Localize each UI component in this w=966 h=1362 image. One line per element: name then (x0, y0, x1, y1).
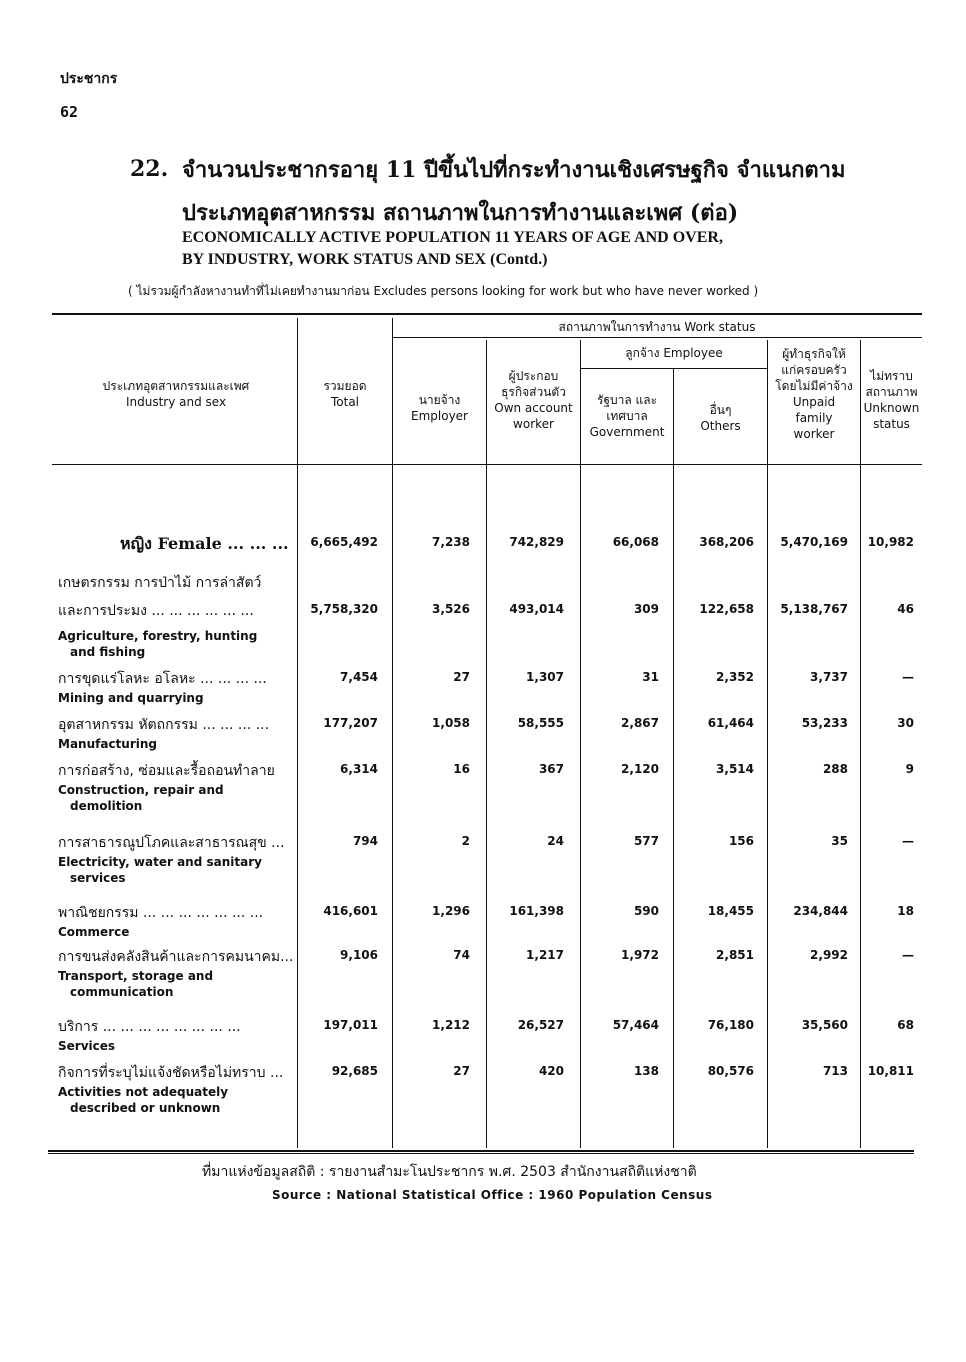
female-total: 6,665,492 (310, 535, 378, 549)
cell-own-account: 1,217 (526, 948, 564, 962)
cell-employer: 16 (453, 762, 470, 776)
row-label-thai: การก่อสร้าง, ซ่อมและรื้อถอนทำลาย (58, 763, 275, 779)
row-label-english: Commerce (58, 925, 130, 939)
female-employer: 7,238 (432, 535, 470, 549)
female-government: 66,068 (612, 535, 659, 549)
col-header-unpaid-family (768, 346, 860, 442)
row-label-thai: การขุดแร่โลหะ อโลหะ ... ... ... ... (58, 671, 267, 687)
row-label-english: Electricity, water and sanitary (58, 855, 262, 869)
col-header-unpaid-en2: family (795, 411, 833, 425)
col-divider-3 (486, 340, 487, 1148)
row-label-english: Transport, storage and (58, 969, 214, 983)
cell-own-account: 493,014 (509, 602, 564, 616)
cell-unknown: 10,811 (867, 1064, 914, 1078)
cell-government: 590 (633, 904, 659, 918)
row-label-english: Agriculture, forestry, hunting (58, 629, 258, 643)
row-label-english: described or unknown (70, 1101, 221, 1115)
col-header-gov-th2: เทศบาล (606, 409, 648, 423)
cell-total: 7,454 (340, 670, 378, 684)
title-english-line2: BY INDUSTRY, WORK STATUS AND SEX (Contd.) (182, 251, 548, 268)
cell-own-account: 420 (538, 1064, 564, 1078)
col-divider-5 (673, 369, 674, 1148)
cell-own-account: 1,307 (526, 670, 564, 684)
cell-unknown: 46 (897, 602, 914, 616)
col-header-unknown-status (861, 368, 922, 432)
col-header-unpaid-th2: แก่ครอบครัว (781, 363, 847, 377)
col-header-own-en1: Own account (494, 401, 573, 415)
row-label-english: Manufacturing (58, 737, 157, 751)
cell-unknown: 30 (897, 716, 914, 730)
cell-total: 416,601 (323, 904, 378, 918)
cell-employer: 1,212 (432, 1018, 470, 1032)
row-label-thai: บริการ ... ... ... ... ... ... ... ... (58, 1019, 241, 1035)
col-header-unknown-th1: ไม่ทราบ (870, 369, 913, 383)
cell-unknown: — (902, 670, 914, 684)
cell-government: 57,464 (612, 1018, 659, 1032)
female-label: หญิง Female ... ... ... (120, 534, 289, 553)
col-header-industry-en: Industry and sex (125, 395, 227, 409)
cell-others: 122,658 (699, 602, 754, 616)
running-header-topic: ประชากร (60, 71, 118, 87)
female-unpaid: 5,470,169 (780, 535, 848, 549)
cell-own-account: 161,398 (509, 904, 564, 918)
col-header-gov-th1: รัฐบาล และ (596, 393, 658, 407)
row-label-english: services (70, 871, 126, 885)
cell-total: 6,314 (340, 762, 378, 776)
cell-government: 309 (633, 602, 659, 616)
cell-government: 31 (642, 670, 659, 684)
col-divider-7 (860, 340, 861, 1148)
cell-others: 80,576 (707, 1064, 754, 1078)
cell-unpaid: 5,138,767 (780, 602, 848, 616)
cell-others: 76,180 (707, 1018, 754, 1032)
col-divider-4 (580, 340, 581, 1148)
cell-others: 18,455 (707, 904, 754, 918)
cell-employer: 27 (453, 670, 470, 684)
col-header-industry (60, 378, 292, 410)
cell-unpaid: 35,560 (801, 1018, 848, 1032)
work-status-underline (392, 337, 922, 338)
row-label-english: Construction, repair and (58, 783, 224, 797)
employee-underline (580, 368, 768, 369)
cell-employer: 27 (453, 1064, 470, 1078)
col-divider-2 (392, 318, 393, 1148)
cell-unknown: 68 (897, 1018, 914, 1032)
row-label-thai: พาณิชยกรรม ... ... ... ... ... ... ... (58, 905, 264, 921)
col-header-others (674, 402, 767, 434)
row-label-thai: อุตสาหกรรม หัตถกรรม ... ... ... ... (58, 717, 270, 733)
cell-employer: 1,296 (432, 904, 470, 918)
cell-own-account: 58,555 (517, 716, 564, 730)
col-header-industry-th: ประเภทอุตสาหกรรมและเพศ (102, 379, 250, 393)
cell-others: 2,851 (716, 948, 754, 962)
cell-government: 577 (633, 834, 659, 848)
cell-own-account: 367 (538, 762, 564, 776)
cell-government: 138 (633, 1064, 659, 1078)
col-header-total-en: Total (330, 395, 360, 409)
col-header-government (581, 392, 673, 440)
cell-employer: 2 (461, 834, 470, 848)
female-others: 368,206 (699, 535, 754, 549)
page-number: 62 (60, 103, 79, 121)
table-top-rule (52, 313, 922, 315)
source-rule (48, 1153, 914, 1154)
row-label-english: communication (70, 985, 174, 999)
cell-total: 794 (352, 834, 378, 848)
col-header-employer-en: Employer (411, 409, 468, 423)
cell-unpaid: 288 (822, 762, 848, 776)
col-header-employee: ลูกจ้าง Employee (625, 346, 723, 360)
cell-unpaid: 2,992 (810, 948, 848, 962)
row-label-english: Mining and quarrying (58, 691, 204, 705)
cell-unpaid: 53,233 (801, 716, 848, 730)
cell-employer: 1,058 (432, 716, 470, 730)
col-header-own-th2: ธุรกิจส่วนตัว (501, 385, 566, 399)
source-thai: ที่มาแห่งข้อมูลสถิติ : รายงานสำมะโนประชากร พ.ศ. 2503 สำนักงานสถิติแห่งชาติ (202, 1164, 697, 1180)
cell-unknown: — (902, 834, 914, 848)
row-label-english: and fishing (70, 645, 146, 659)
col-header-own-account (487, 368, 580, 432)
cell-total: 5,758,320 (310, 602, 378, 616)
row-label-thai: การขนส่งคลังสินค้าและการคมนาคม... (58, 949, 294, 965)
table-note: ( ไม่รวมผู้กำลังหางานทำที่ไม่เคยทำงานมาก่อน Excludes persons looking for work but who have never worked ) (128, 284, 759, 298)
female-own-account: 742,829 (509, 535, 564, 549)
cell-own-account: 24 (547, 834, 564, 848)
cell-government: 2,120 (621, 762, 659, 776)
col-header-unpaid-en1: Unpaid (792, 395, 836, 409)
cell-others: 156 (728, 834, 754, 848)
cell-unknown: 18 (897, 904, 914, 918)
col-header-unpaid-th3: โดยไม่มีค่าจ้าง (775, 379, 853, 393)
col-header-employer-th: นายจ้าง (418, 393, 461, 407)
cell-unpaid: 713 (822, 1064, 848, 1078)
cell-employer: 3,526 (432, 602, 470, 616)
col-header-total-th: รวมยอด (323, 379, 367, 393)
cell-government: 2,867 (621, 716, 659, 730)
row-label-thai: เกษตรกรรม การป่าไม้ การล่าสัตว์ (58, 575, 262, 591)
col-divider-6 (767, 340, 768, 1148)
col-header-total (298, 378, 392, 410)
row-label-english: Activities not adequately (58, 1085, 229, 1099)
cell-others: 3,514 (716, 762, 754, 776)
cell-unpaid: 35 (831, 834, 848, 848)
cell-others: 61,464 (707, 716, 754, 730)
cell-total: 197,011 (323, 1018, 378, 1032)
title-thai-line2: ประเภทอุตสาหกรรม สถานภาพในการทำงานและเพศ (ต่อ) (182, 200, 739, 226)
header-bottom-rule (52, 464, 922, 465)
cell-employer: 74 (453, 948, 470, 962)
col-header-employer (393, 392, 486, 424)
table-number: 22. (130, 156, 169, 182)
cell-government: 1,972 (621, 948, 659, 962)
cell-total: 9,106 (340, 948, 378, 962)
col-header-unknown-en2: status (873, 417, 910, 431)
col-header-others-th: อื่นๆ (709, 403, 732, 417)
col-divider-1 (297, 318, 298, 1148)
row-label-thai-cont: และการประมง ... ... ... ... ... ... (58, 603, 254, 619)
col-header-unknown-en1: Unknown (863, 401, 920, 415)
female-unknown: 10,982 (867, 535, 914, 549)
cell-others: 2,352 (716, 670, 754, 684)
cell-unpaid: 3,737 (810, 670, 848, 684)
cell-unpaid: 234,844 (793, 904, 848, 918)
row-label-thai: การสาธารณูปโภคและสาธารณสุข ... (58, 835, 285, 851)
col-header-work-status: สถานภาพในการทำงาน Work status (558, 320, 756, 334)
row-label-thai: กิจการที่ระบุไม่แจ้งชัดหรือไม่ทราบ ... (58, 1065, 284, 1081)
col-header-unknown-th2: สถานภาพ (865, 385, 918, 399)
col-header-unpaid-th1: ผู้ทำธุรกิจให้ (782, 347, 846, 361)
title-english-line1: ECONOMICALLY ACTIVE POPULATION 11 YEARS OF AGE AND OVER, (182, 229, 723, 246)
source-english: Source : National Statistical Office : 1960 Population Census (272, 1188, 713, 1202)
col-header-own-en2: worker (513, 417, 554, 431)
table-bottom-rule (48, 1150, 914, 1152)
cell-total: 92,685 (331, 1064, 378, 1078)
cell-total: 177,207 (323, 716, 378, 730)
row-label-english: demolition (70, 799, 143, 813)
title-thai-line1: จำนวนประชากรอายุ 11 ปีขึ้นไปที่กระทำงานเชิงเศรษฐกิจ จำแนกตาม (182, 157, 846, 183)
col-header-others-en: Others (700, 419, 741, 433)
col-header-unpaid-en3: worker (793, 427, 835, 441)
row-label-english: Services (58, 1039, 116, 1053)
cell-own-account: 26,527 (517, 1018, 564, 1032)
col-header-gov-en: Government (589, 425, 665, 439)
cell-unknown: 9 (905, 762, 914, 776)
cell-unknown: — (902, 948, 914, 962)
col-header-own-th1: ผู้ประกอบ (508, 369, 559, 383)
